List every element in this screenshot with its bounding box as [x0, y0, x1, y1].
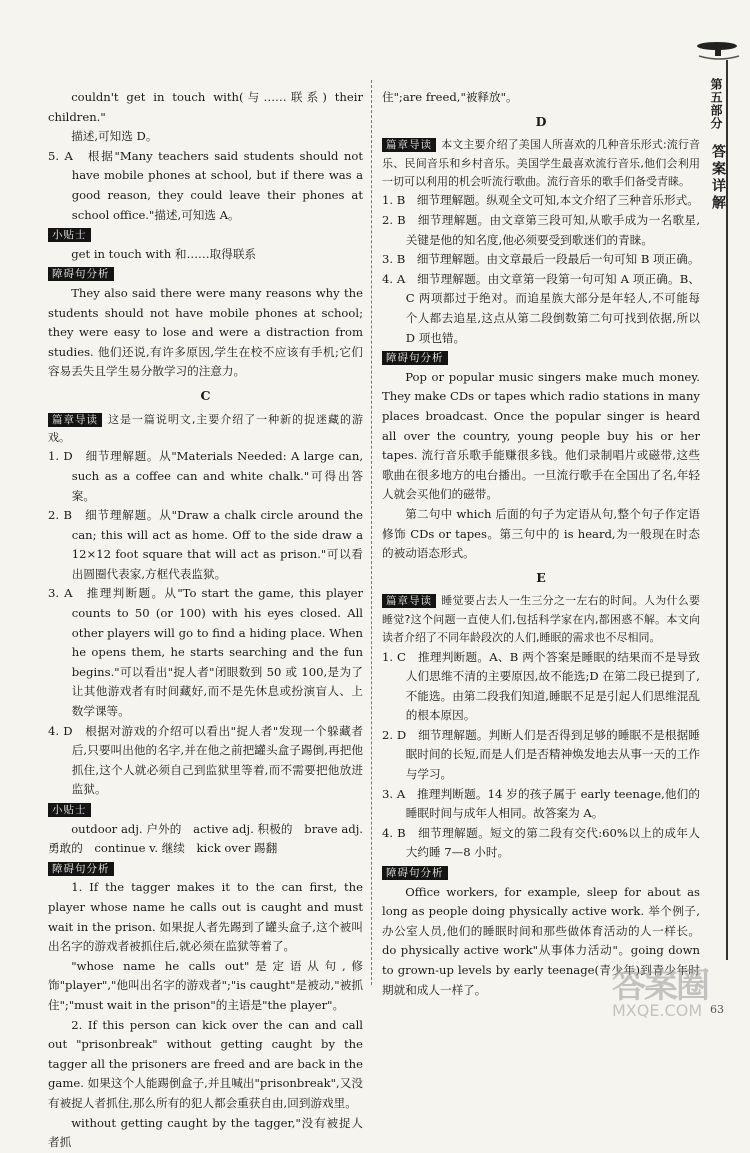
column-divider: [371, 80, 372, 985]
left-column: [48, 88, 363, 1153]
tip-text: outdoor adj. 户外的 active adj. 积极的 brave adj. 勇敢的 continue v. 继续 kick over 踢翻: [48, 821, 363, 856]
guide-paragraph: [382, 591, 700, 647]
section-letter: D: [535, 113, 547, 129]
section-letter: E: [536, 569, 546, 585]
tip-text: get in touch with 和……取得联系: [71, 246, 257, 261]
answers-tab: 答案详解: [710, 144, 726, 212]
answer-item: 3. A 推理判断题。从"To start the game, this player counts to 50 (or 100) with his eyes closed. All other players will go to find a hiding place. When he opens them, he starts searching and the fun begins."可以看出"捉人者"闭眼数到 50 或 100,是为了让其他游戏者有时间藏好,而不是先休息或扮演盲人、上数学课等。: [48, 586, 363, 719]
answer-item: 3. A 推理判断题。14 岁的孩子属于 early teenage,他们的睡眠时间与成年人相同。故答案为 A。: [382, 786, 700, 821]
answer-item: 2. B 细节理解题。从"Draw a chalk circle around the can; this will act as home. Off to the side draw a 12×12 foot square that will act as prison."可以看出圆圈代表家,方框代表监狱。: [48, 508, 363, 581]
analysis-text: Office workers, for example, sleep for about as long as people doing physically active work. 举个例子,办公室人员,他们的睡眠时间和那些做体育活动的人一样长。do physically active work"从事体力活动"。going down to grown-up levels by early teenage(青少年)到青少年时期就和成人一样了。: [382, 884, 700, 997]
answer-item: 4. D 根据对游戏的介绍可以看出"捉人者"发现一个躲藏者后,只要叫出他的名字,并在他之前把罐头盒子踢倒,再把他抓住,这个人就必须自己到监狱里等着,而不需要把他放进监狱。: [48, 723, 363, 797]
section-letter: C: [200, 387, 211, 403]
analysis-text: "whose name he calls out"是定语从句,修饰"player","他叫出名字的游戏者";"is caught"是被动,"被抓住";"must wait in the prison"的主语是"the player"。: [48, 958, 363, 1012]
answer-item: 1. B 细节理解题。纵观全文可知,本文介绍了三种音乐形式。: [382, 193, 699, 208]
tip-label: 小贴士: [48, 803, 91, 817]
answer-item: 4. A 细节理解题。由文章第一段第一句可知 A 项正确。B、C 两项都过于绝对。而追星族大部分是年轻人,不可能每个人都去追星,这点从第二段倒数第二句可找到依据,所以 D 项也错。: [382, 271, 700, 345]
guide-label: 篇章导读: [382, 138, 436, 152]
answer-item: 2. D 细节理解题。判断人们是否得到足够的睡眠不是根据睡眠时间的长短,而是人们是否精神焕发地去从事一天的工作与学习。: [382, 727, 700, 782]
guide-text: 睡觉要占去人一生三分之一左右的时间。人为什么要睡觉?这个问题一直使人们,包括科学家在内,都困惑不解。本文向读者介绍了不同年龄段次的人们,睡眠的需求也不尽相同。: [382, 594, 700, 645]
guide-paragraph: [382, 135, 700, 191]
analysis-label: 障碍句分析: [48, 267, 114, 281]
text-line: 描述,可知选 D。: [71, 129, 158, 144]
guide-label: 篇章导读: [48, 413, 102, 427]
guide-label: 篇章导读: [382, 594, 436, 608]
guide-paragraph: [48, 410, 363, 448]
section-tab: 第五部分: [709, 78, 723, 130]
answer-item: 2. B 细节理解题。由文章第三段可知,从歌手成为一名歌星,关键是他的知名度,他必须要受到歌迷们的青睐。: [382, 213, 700, 247]
analysis-text: 第二句中 which 后面的句子为定语从句,整个句子作定语修饰 CDs or tapes。第三句中的 is heard,为一般现在时态的被动语态形式。: [382, 506, 700, 561]
tip-label: 小贴士: [48, 228, 91, 242]
analysis-label: 障碍句分析: [382, 866, 448, 880]
analysis-text: Pop or popular music singers make much money. They make CDs or tapes which radio stations in many places broadcast. Once the popular singer is heard all over the country, young people buy his or her tapes. 流行音乐歌手能赚很多钱。他们录制唱片或磁带,这些歌曲在很多地方的电台播出。一旦流行歌手在全国出了名,年轻人就会买他们的磁带。: [382, 369, 700, 502]
answer-item: 1. D 细节理解题。从"Materials Needed: A large can, such as a coffee can and white chalk."可得出答案。: [48, 449, 363, 503]
text-line: couldn't get in touch with(与……联系) their children.": [48, 90, 363, 124]
side-tabs: [708, 78, 734, 212]
page-number: 63: [710, 1003, 724, 1016]
answer-item: 4. B 细节理解题。短文的第二段有交代:60%以上的成年人大约睡 7—8 小时。: [382, 825, 700, 860]
analysis-text: without getting caught by the tagger,"没有被捉人者抓: [48, 1115, 363, 1150]
guide-text: 本文主要介绍了美国人所喜欢的几种音乐形式:流行音乐、民间音乐和乡村音乐。美国学生最喜欢流行音乐,他们会利用一切可以利用的机会听流行歌曲。流行音乐的歌手们备受青睐。: [382, 138, 700, 188]
guide-text: 这是一篇说明文,主要介绍了一种新的捉迷藏的游戏。: [48, 412, 363, 444]
analysis-text: 2. If this person can kick over the can and call out "prisonbreak" without getting caught by the tagger all the prisoners are freed and are back in the game. 如果这个人能踢倒盒子,并且喊出"prisonbreak",又没有被捉人者抓住,那么所有的犯人都会重获自由,回到游戏里。: [48, 1017, 363, 1110]
answer-item: 3. B 细节理解题。由文章最后一段最后一句可知 B 项正确。: [382, 252, 700, 267]
right-column: [382, 88, 700, 1000]
header-decoration: [695, 40, 743, 60]
analysis-label: 障碍句分析: [382, 351, 448, 365]
watermark-url: MXQE.COM: [612, 1001, 703, 1020]
analysis-text: They also said there were many reasons why the students should not have mobile phones at school; they were easy to lose and were a distraction from studies. 他们还说,有许多原因,学生在校不应该有手机;它们容易丢失且学生易分散学习的注意力。: [48, 285, 363, 379]
answer-item: 5. A 根据"Many teachers said students should not have mobile phones at school, but if there was a good reason, they could leave their phones at school office."描述,可知选 A。: [48, 148, 363, 222]
answer-item: 1. C 推理判断题。A、B 两个答案是睡眠的结果而不是导致人们思维不清的主要原因,故不能选;D 在第二段已提到了,不能选。由第二段我们知道,睡眠不足是引起人们思维混乱的根本原因。: [382, 649, 700, 723]
analysis-label: 障碍句分析: [48, 862, 114, 876]
text-line: 住";are freed,"被释放"。: [382, 90, 518, 104]
watermark-logo: 答案圈: [612, 966, 708, 1006]
analysis-text: 1. If the tagger makes it to the can first, the player whose name he calls out is caught and must wait in the prison. 如果捉人者先踢到了罐头盒子,这个被叫出名字的游戏者被抓住后,就必须在监狱等着了。: [48, 880, 363, 954]
